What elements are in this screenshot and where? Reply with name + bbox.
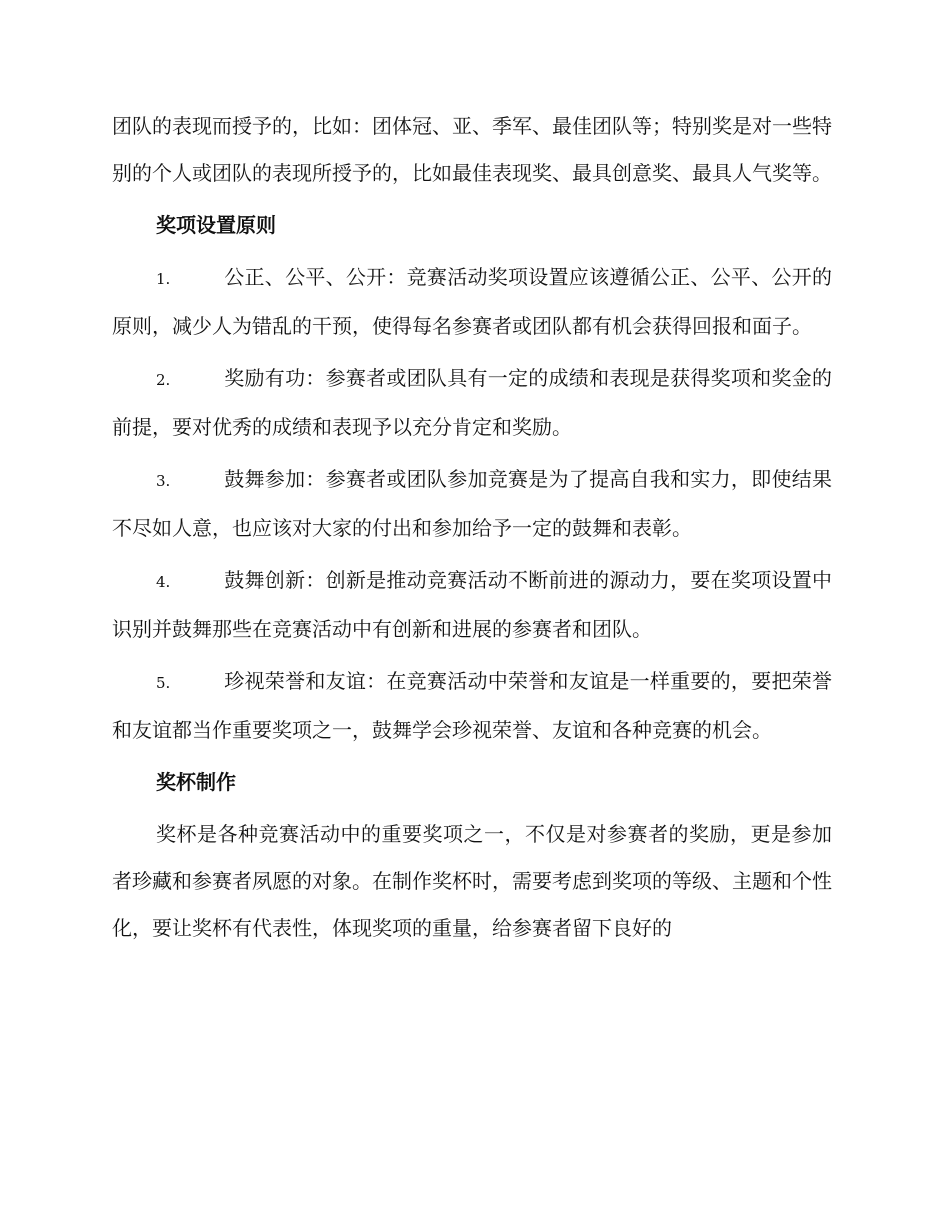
list-number: 5. [156,674,171,692]
list-item-5 [112,658,832,754]
list-number: 4. [156,573,171,591]
list-item-2 [112,355,832,451]
list-item-text: 鼓舞参加：参赛者或团队参加竞赛是为了提高自我和实力，即使结果不尽如人意，也应该对大家的付出和参加给予一定的鼓舞和表彰。 [112,467,832,540]
list-item-4 [112,557,832,653]
list-number: 1. [156,270,171,288]
list-item-1 [112,254,832,350]
list-item-3 [112,456,832,552]
list-item-text: 珍视荣誉和友谊：在竞赛活动中荣誉和友谊是一样重要的，要把荣誉和友谊都当作重要奖项之一，鼓舞学会珍视荣誉、友谊和各种竞赛的机会。 [112,669,832,742]
list-number: 2. [156,371,171,389]
section-heading-award-principles: 奖项设置原则 [156,213,276,237]
list-item-text: 鼓舞创新：创新是推动竞赛活动不断前进的源动力，要在奖项设置中识别并鼓舞那些在竞赛活动中有创新和进展的参赛者和团队。 [112,568,832,641]
section-heading-trophy-making: 奖杯制作 [156,770,236,794]
list-number: 3. [156,472,171,490]
continuation-paragraph: 团队的表现而授予的，比如：团体冠、亚、季军、最佳团队等；特别奖是对一些特别的个人或团队的表现所授予的，比如最佳表现奖、最具创意奖、最具人气奖等。 [112,114,832,185]
list-item-text: 奖励有功：参赛者或团队具有一定的成绩和表现是获得奖项和奖金的前提，要对优秀的成绩和表现予以充分肯定和奖励。 [112,366,832,439]
list-item-text: 公正、公平、公开：竞赛活动奖项设置应该遵循公正、公平、公开的原则，减少人为错乱的干预，使得每名参赛者或团队都有机会获得回报和面子。 [112,265,832,338]
trophy-paragraph: 奖杯是各种竞赛活动中的重要奖项之一，不仅是对参赛者的奖励，更是参加者珍藏和参赛者夙愿的对象。在制作奖杯时，需要考虑到奖项的等级、主题和个性化，要让奖杯有代表性，体现奖项的重量，给参赛者留下良好的 [112,822,832,940]
document-page [112,103,832,957]
